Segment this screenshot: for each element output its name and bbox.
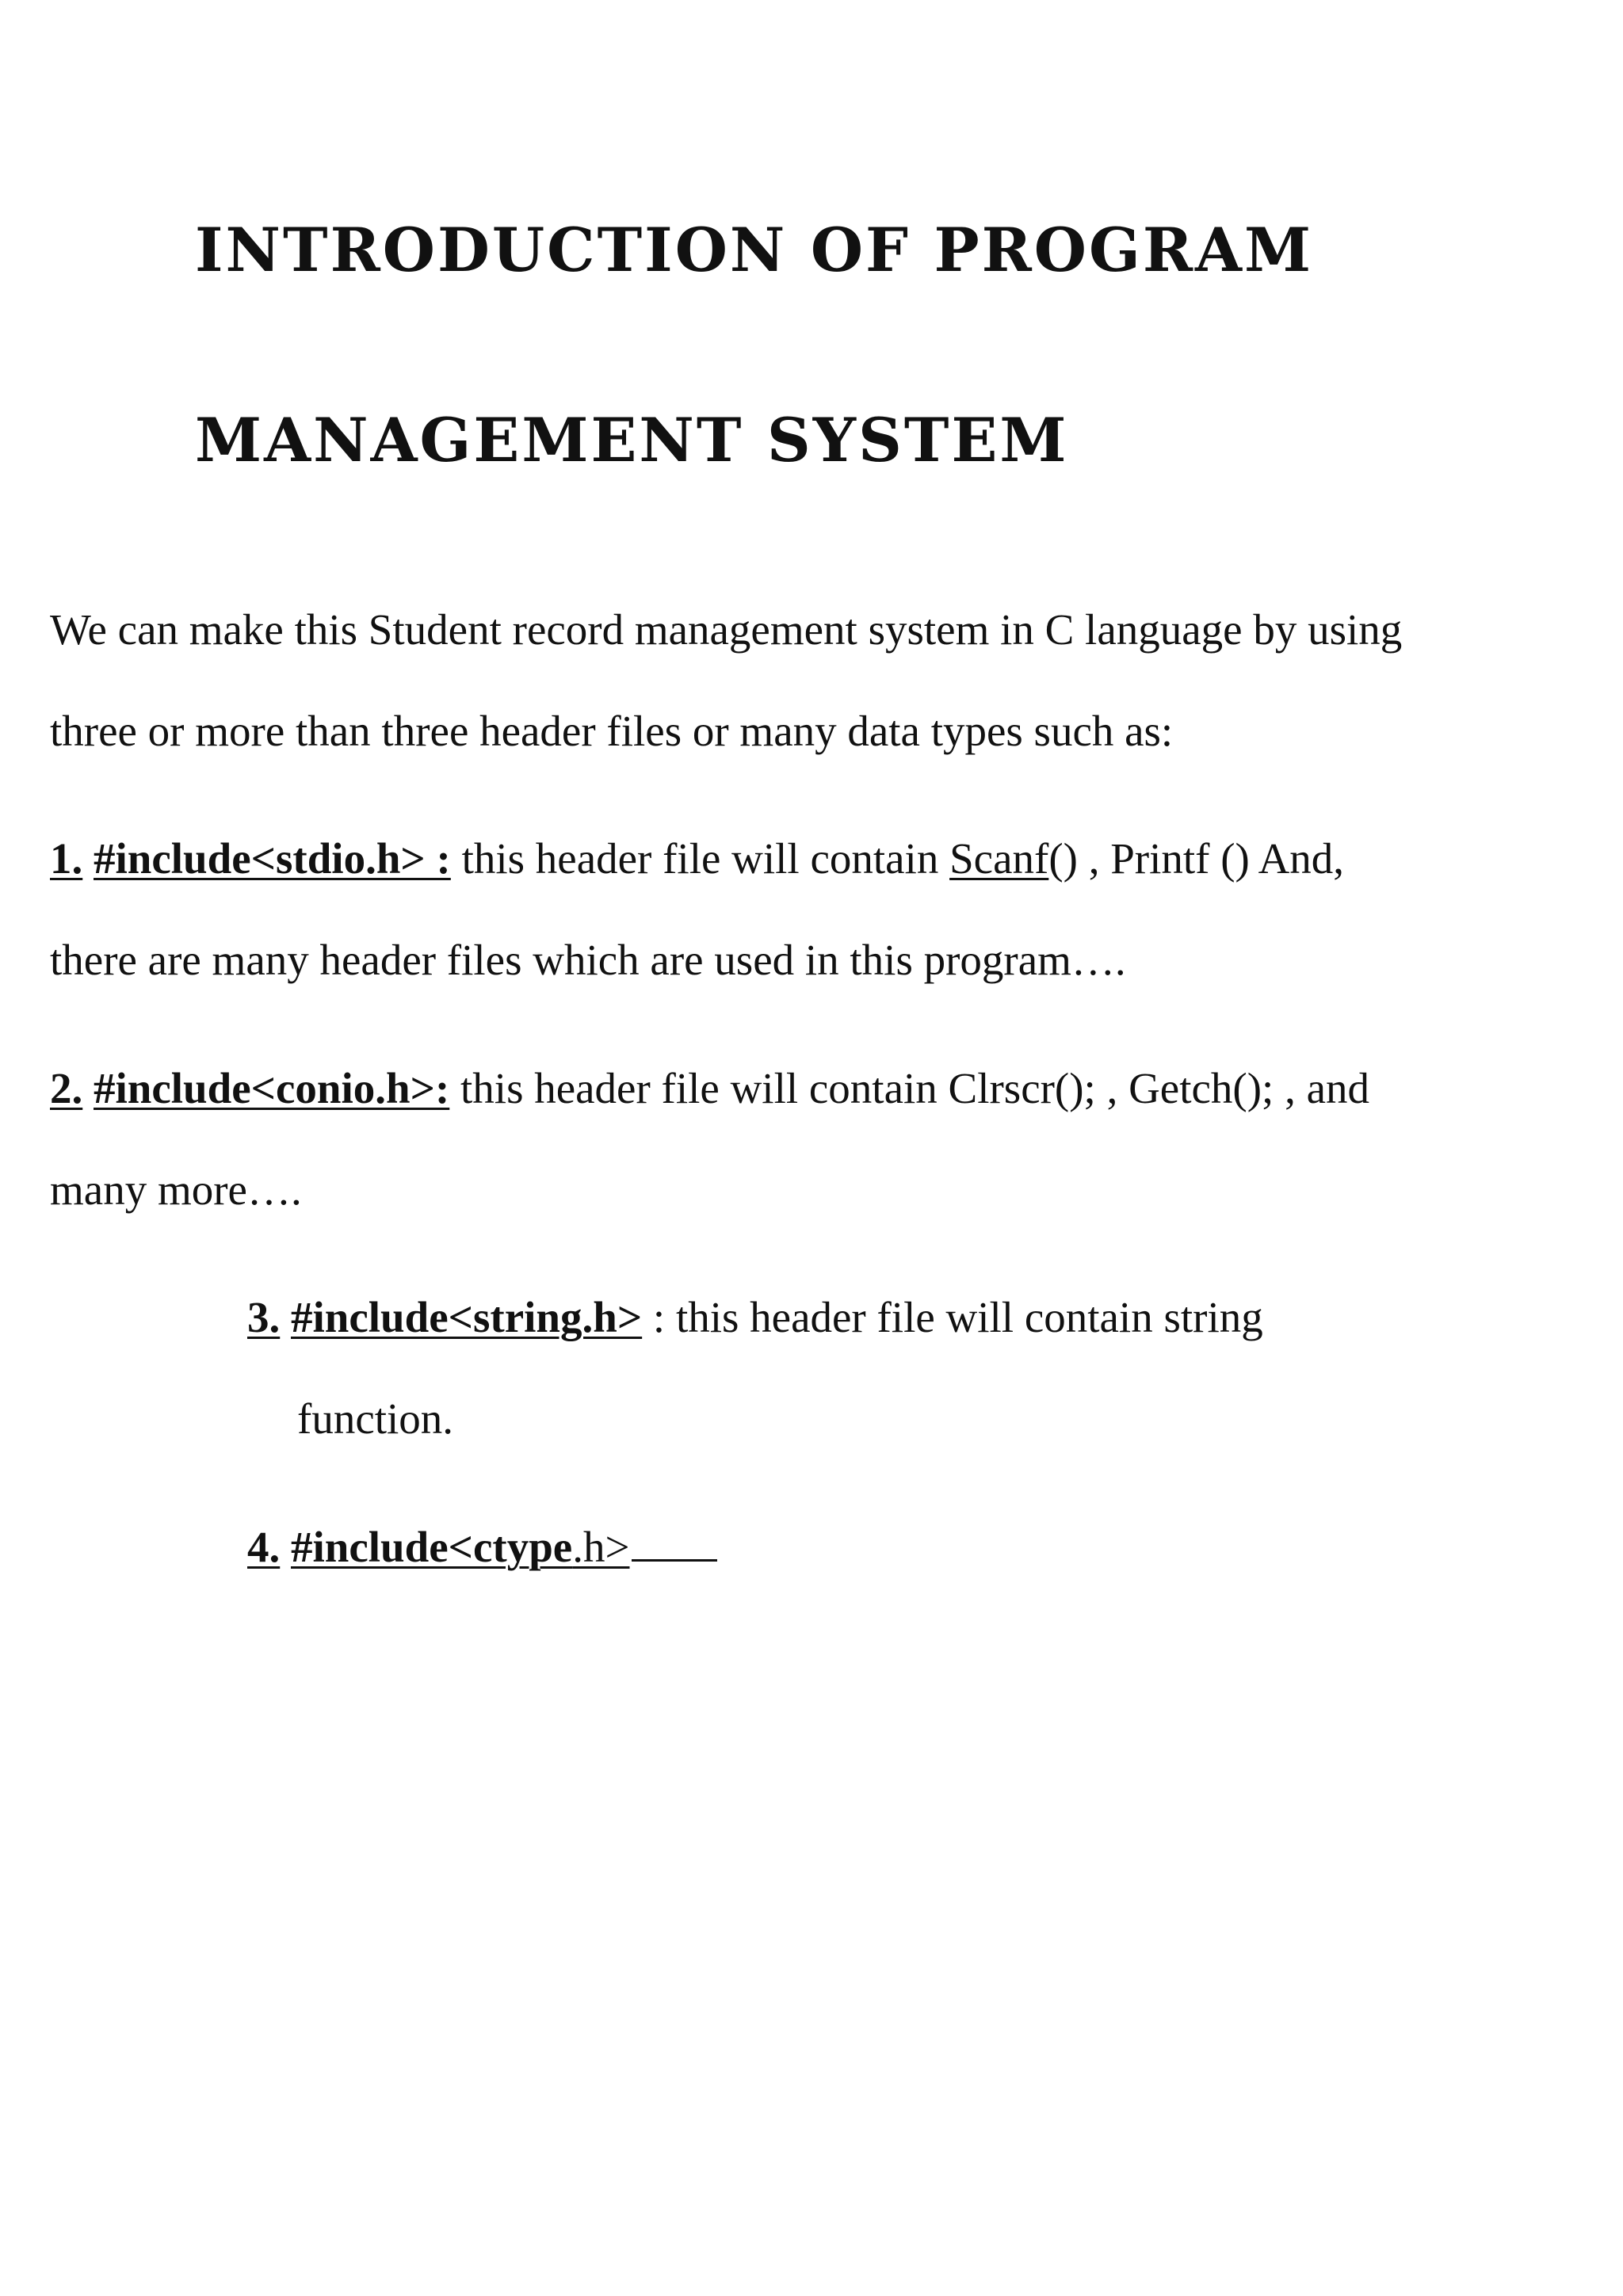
list-item-1-text: this header file will contain: [461, 834, 950, 883]
list-item-3-text: : this header file will contain string: [642, 1293, 1263, 1341]
list-item-4-header: #include<ctype: [291, 1523, 573, 1571]
list-item-2: [50, 1066, 1369, 1110]
intro-line-2: three or more than three header files or many data types such as:: [50, 707, 1174, 755]
list-item-4: [247, 1525, 717, 1569]
list-item-1: [50, 834, 1345, 883]
list-item-1-continuation: there are many header files which are used in this program….: [50, 936, 1126, 984]
list-item-4-header-rest: .h>: [572, 1523, 630, 1571]
list-item-2-continuation: many more….: [50, 1165, 302, 1214]
page-title-line-1: INTRODUCTION OF PROGRAM: [195, 215, 1314, 285]
list-item-1-number: 1.: [50, 834, 83, 883]
list-item-1-scanf: Scanf: [949, 834, 1049, 883]
list-item-1-text-after: () , Printf () And,: [1048, 834, 1345, 883]
list-item-2-header: #include<conio.h>:: [94, 1064, 450, 1112]
list-item-3-header: #include<string.h>: [291, 1293, 643, 1341]
list-item-3-number: 3.: [247, 1293, 281, 1341]
list-item-4-underline: [632, 1558, 717, 1562]
page-title-line-2: MANAGEMENT SYSTEM: [195, 405, 1069, 475]
list-item-1-header: #include<stdio.h> :: [94, 834, 451, 883]
list-item-3: [247, 1295, 1263, 1339]
list-item-4-number: 4.: [247, 1523, 281, 1571]
list-item-3-continuation: function.: [297, 1394, 454, 1443]
list-item-2-number: 2.: [50, 1064, 83, 1112]
intro-line-1: We can make this Student record management system in C language by using: [50, 605, 1403, 654]
list-item-2-text: this header file will contain Clrscr(); , Getch(); , and: [460, 1064, 1369, 1112]
